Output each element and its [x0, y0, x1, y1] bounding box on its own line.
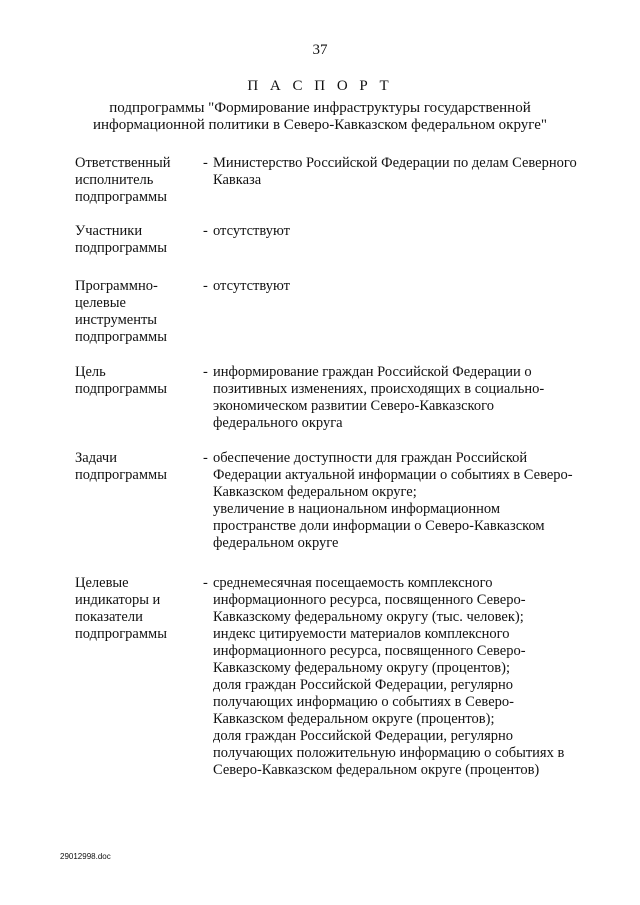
row-text: доля граждан Российской Федерации, регулярно получающих положительную информацию о событиях в Северо-Кавказском федеральном округе (процентов) — [213, 728, 565, 778]
row-value — [203, 450, 578, 575]
page-number: 37 — [312, 42, 328, 58]
row-value — [203, 575, 578, 779]
row-text: Министерство Российской Федерации по делам Северного Кавказа — [213, 155, 577, 188]
row-value — [203, 364, 578, 450]
row-text: информирование граждан Российской Федерации о позитивных изменениях, происходящих в социально-экономическом развитии Северо-Кавказского федерального округа — [213, 364, 545, 431]
row-text: отсутствуют — [213, 223, 290, 239]
row-label: Ответственный исполнитель подпрограммы — [75, 155, 171, 205]
row-label: Участники подпрограммы — [75, 223, 167, 256]
row-dash: - — [203, 223, 208, 239]
passport-row-tasks — [75, 450, 578, 575]
row-label: Задачи подпрограммы — [75, 450, 167, 483]
passport-row-indicators — [75, 575, 578, 779]
row-dash: - — [203, 278, 208, 294]
row-value — [203, 278, 578, 364]
row-dash: - — [203, 155, 208, 171]
row-text: увеличение в национальном информационном пространстве доли информации о Северо-Кавказском федеральном округе — [213, 501, 545, 551]
row-text: индекс цитируемости материалов комплексного информационного ресурса, посвященного Северо-Кавказскому федеральному округу (процентов); — [213, 626, 526, 676]
row-dash: - — [203, 575, 208, 591]
document-title: П А С П О Р Т — [247, 78, 393, 94]
row-dash: - — [203, 364, 208, 380]
row-value — [203, 223, 578, 278]
row-text: доля граждан Российской Федерации, регулярно получающих информацию о событиях в Северо-Кавказском федеральном округе (процентов); — [213, 677, 514, 727]
passport-row-participants — [75, 223, 578, 278]
passport-table — [75, 155, 578, 779]
row-text: обеспечение доступности для граждан Российской Федерации актуальной информации о событиях в Северо-Кавказском федеральном округе; — [213, 450, 573, 500]
document-subtitle: подпрограммы "Формирование инфраструктуры государственной информационной политики в Северо-Кавказском федеральном округе" — [92, 100, 548, 133]
passport-row-responsible — [75, 155, 578, 223]
row-label: Программно- целевые инструменты подпрограммы — [75, 278, 167, 345]
row-label: Целевые индикаторы и показатели подпрограммы — [75, 575, 167, 642]
passport-row-goal — [75, 364, 578, 450]
passport-row-instruments — [75, 278, 578, 364]
row-text: отсутствуют — [213, 278, 290, 294]
row-label: Цель подпрограммы — [75, 364, 167, 397]
row-value — [203, 155, 578, 223]
row-text: среднемесячная посещаемость комплексного информационного ресурса, посвященного Северо-Кавказскому федеральному округу (тыс. человек); — [213, 575, 526, 625]
footer-filename: 29012998.doc — [60, 852, 111, 861]
row-dash: - — [203, 450, 208, 466]
